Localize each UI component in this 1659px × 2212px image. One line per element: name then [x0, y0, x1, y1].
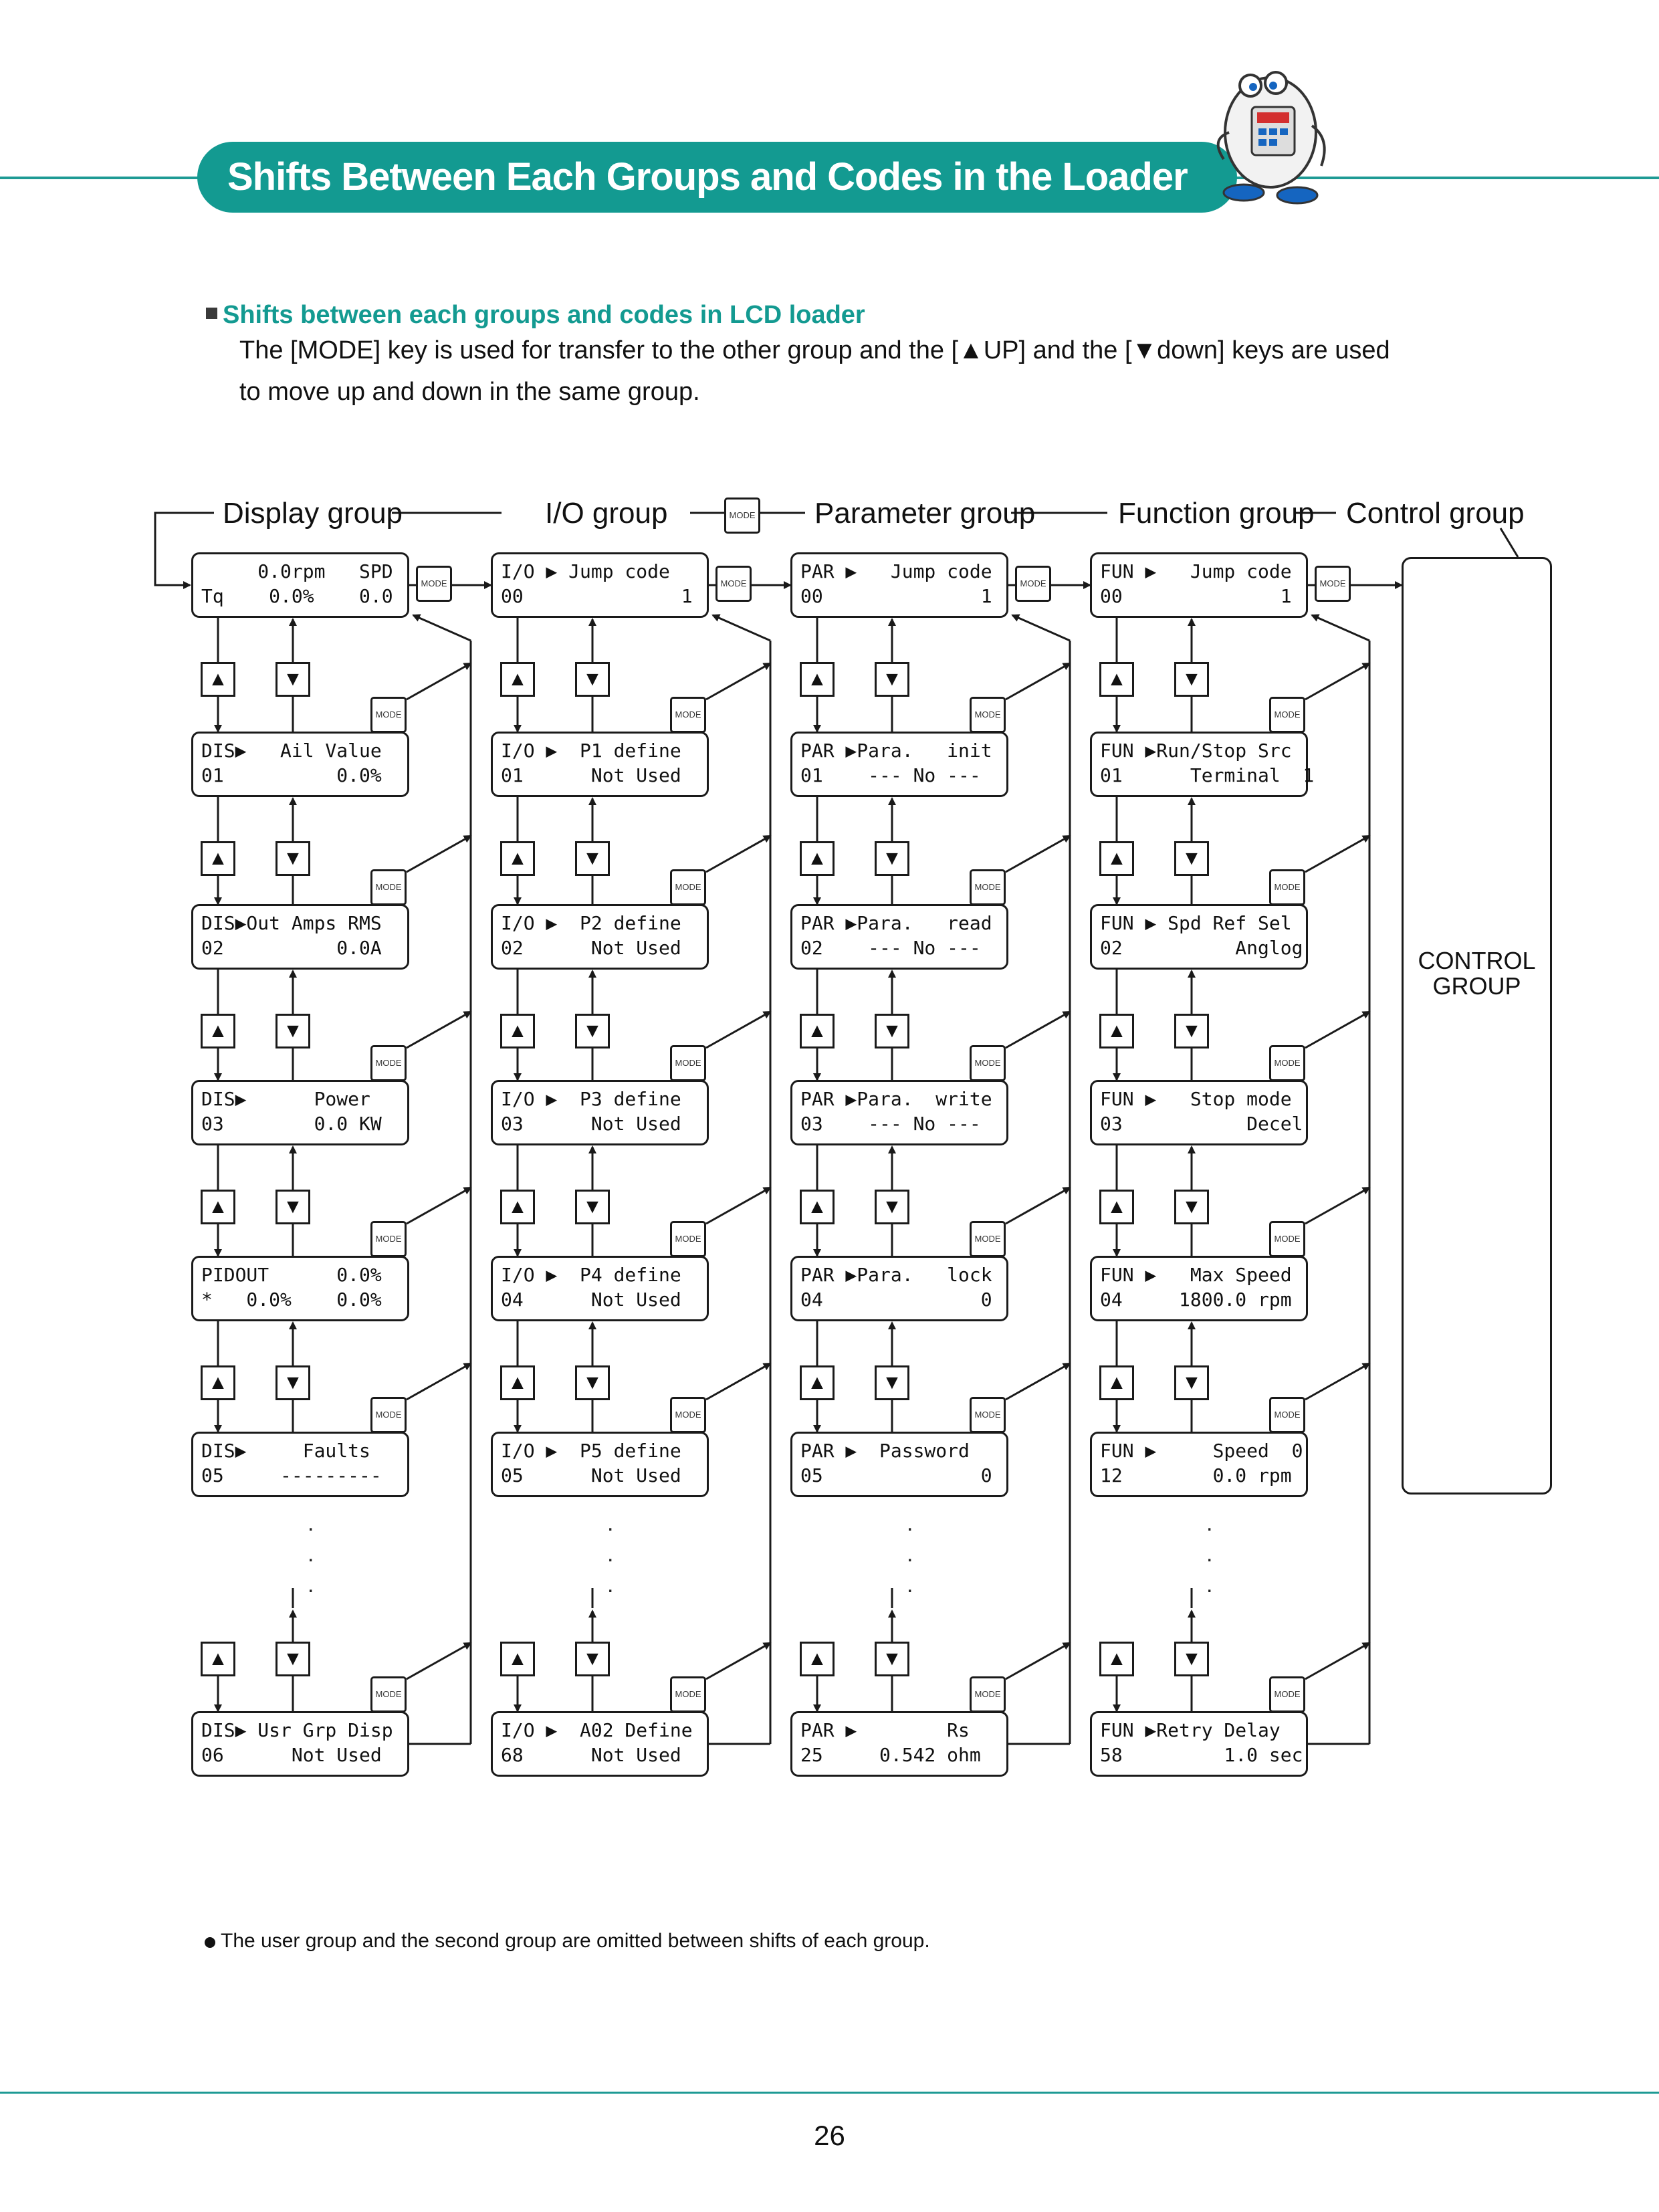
ellipsis-dot-function-2: .: [1206, 1572, 1213, 1597]
lcd-line-2: 58 1.0 sec: [1100, 1744, 1303, 1766]
mode-key-function-5: MODE: [1269, 1397, 1305, 1433]
section-line-1: The [MODE] key is used for transfer to the other group and the [▲UP] and the [▼down] keys are used: [239, 336, 1390, 364]
lcd-screen-display-6: [191, 1711, 409, 1777]
mode-key-function-4: MODE: [1269, 1221, 1305, 1257]
lcd-screen-parameter-4: [790, 1256, 1008, 1321]
down-key-io-1: ▼: [575, 662, 610, 697]
lcd-line-1: PAR ▶Para. read: [800, 912, 992, 934]
mode-key-io-5: MODE: [670, 1397, 706, 1433]
lcd-line-2: 01 Not Used: [501, 764, 681, 786]
lcd-line-1: 0.0rpm SPD: [201, 560, 393, 582]
lcd-line-2: 02 Anglog: [1100, 937, 1303, 959]
label-io-group: I/O group: [545, 497, 668, 530]
lcd-line-1: PAR ▶ Rs: [800, 1719, 970, 1741]
lcd-screen-io-1: [491, 732, 709, 797]
ellipsis-dot-io-0: .: [607, 1511, 614, 1536]
mode-key-function-2: MODE: [1269, 869, 1305, 905]
lcd-line-1: PAR ▶ Password: [800, 1440, 970, 1462]
lcd-screen-display-0: [191, 552, 409, 618]
lcd-line-1: FUN ▶ Max Speed: [1100, 1264, 1292, 1286]
lcd-line-2: 06 Not Used: [201, 1744, 382, 1766]
lcd-line-2: 03 Decel: [1100, 1113, 1303, 1135]
lcd-line-1: PAR ▶ Jump code: [800, 560, 992, 582]
up-key-function-3: ▲: [1099, 1014, 1134, 1048]
lcd-line-2: 12 0.0 rpm: [1100, 1464, 1292, 1486]
lcd-line-2: 03 --- No ---: [800, 1113, 981, 1135]
page-number: 26: [814, 2120, 845, 2151]
down-key-function-5: ▼: [1174, 1365, 1209, 1400]
label-display-group: Display group: [223, 497, 403, 530]
lcd-screen-display-5: [191, 1432, 409, 1497]
lcd-screen-parameter-0: [790, 552, 1008, 618]
lcd-screen-display-4: [191, 1256, 409, 1321]
up-key-display-4: ▲: [201, 1190, 235, 1224]
lcd-line-2: 00 1: [800, 585, 992, 607]
page-title: Shifts Between Each Groups and Codes in the Loader: [227, 155, 1188, 199]
lcd-line-2: 00 1: [501, 585, 693, 607]
lcd-screen-function-0: [1090, 552, 1308, 618]
lcd-screen-io-2: [491, 904, 709, 970]
mode-key-top: MODE: [724, 497, 760, 534]
up-key-io-5: ▲: [500, 1365, 535, 1400]
up-key-display-3: ▲: [201, 1014, 235, 1048]
down-key-io-5: ▼: [575, 1365, 610, 1400]
mode-key-parameter-6: MODE: [970, 1676, 1006, 1712]
down-key-display-1: ▼: [275, 662, 310, 697]
mode-key-display-top: MODE: [416, 566, 452, 602]
lcd-line-2: 03 Not Used: [501, 1113, 681, 1135]
lcd-line-2: 04 1800.0 rpm: [1100, 1289, 1292, 1311]
mode-key-parameter-top: MODE: [1015, 566, 1051, 602]
lcd-line-2: 02 0.0A: [201, 937, 382, 959]
up-key-parameter-4: ▲: [800, 1190, 835, 1224]
lcd-line-1: I/O ▶ P5 define: [501, 1440, 681, 1462]
mode-key-function-3: MODE: [1269, 1045, 1305, 1081]
down-key-function-4: ▼: [1174, 1190, 1209, 1224]
down-key-io-6: ▼: [575, 1642, 610, 1676]
lcd-screen-parameter-1: [790, 732, 1008, 797]
mode-key-display-4: MODE: [370, 1221, 407, 1257]
up-key-display-2: ▲: [201, 841, 235, 876]
lcd-line-2: 01 --- No ---: [800, 764, 981, 786]
down-key-display-5: ▼: [275, 1365, 310, 1400]
lcd-screen-display-2: [191, 904, 409, 970]
up-key-display-5: ▲: [201, 1365, 235, 1400]
up-key-function-2: ▲: [1099, 841, 1134, 876]
lcd-screen-io-5: [491, 1432, 709, 1497]
lcd-line-1: DIS▶ Faults: [201, 1440, 370, 1462]
mode-key-parameter-1: MODE: [970, 697, 1006, 733]
lcd-line-2: 04 0: [800, 1289, 992, 1311]
lcd-line-1: PIDOUT 0.0%: [201, 1264, 382, 1286]
down-key-io-4: ▼: [575, 1190, 610, 1224]
lcd-screen-parameter-2: [790, 904, 1008, 970]
ellipsis-dot-display-2: .: [308, 1572, 314, 1597]
up-key-io-2: ▲: [500, 841, 535, 876]
lcd-line-1: FUN ▶ Jump code: [1100, 560, 1292, 582]
down-key-parameter-4: ▼: [875, 1190, 909, 1224]
down-key-function-1: ▼: [1174, 662, 1209, 697]
down-key-parameter-1: ▼: [875, 662, 909, 697]
lcd-line-1: PAR ▶Para. init: [800, 740, 992, 762]
lcd-screen-display-1: [191, 732, 409, 797]
lcd-screen-io-3: [491, 1080, 709, 1145]
lcd-line-2: 05 Not Used: [501, 1464, 681, 1486]
up-key-io-4: ▲: [500, 1190, 535, 1224]
lcd-line-1: DIS▶Out Amps RMS: [201, 912, 382, 934]
lcd-screen-parameter-6: [790, 1711, 1008, 1777]
mode-key-io-4: MODE: [670, 1221, 706, 1257]
ellipsis-dot-io-1: .: [607, 1541, 614, 1567]
up-key-io-6: ▲: [500, 1642, 535, 1676]
lcd-line-1: I/O ▶ P2 define: [501, 912, 681, 934]
lcd-screen-function-4: [1090, 1256, 1308, 1321]
lcd-line-2: 01 0.0%: [201, 764, 382, 786]
mode-key-function-1: MODE: [1269, 697, 1305, 733]
down-key-io-2: ▼: [575, 841, 610, 876]
lcd-line-1: FUN ▶ Spd Ref Sel: [1100, 912, 1292, 934]
lcd-line-1: I/O ▶ A02 Define: [501, 1719, 693, 1741]
up-key-function-6: ▲: [1099, 1642, 1134, 1676]
lcd-line-1: FUN ▶ Stop mode: [1100, 1088, 1292, 1110]
down-key-function-3: ▼: [1174, 1014, 1209, 1048]
up-key-io-1: ▲: [500, 662, 535, 697]
mode-key-display-1: MODE: [370, 697, 407, 733]
lcd-line-1: I/O ▶ P4 define: [501, 1264, 681, 1286]
lcd-line-2: 02 Not Used: [501, 937, 681, 959]
lcd-line-2: 68 Not Used: [501, 1744, 681, 1766]
mode-key-parameter-2: MODE: [970, 869, 1006, 905]
ellipsis-dot-display-0: .: [308, 1511, 314, 1536]
ellipsis-dot-io-2: .: [607, 1572, 614, 1597]
section-line-2: to move up and down in the same group.: [239, 378, 700, 406]
up-key-parameter-2: ▲: [800, 841, 835, 876]
lcd-line-1: I/O ▶ P3 define: [501, 1088, 681, 1110]
lcd-line-2: 03 0.0 KW: [201, 1113, 382, 1135]
section-heading: Shifts between each groups and codes in LCD loader: [206, 301, 865, 330]
mode-key-function-6: MODE: [1269, 1676, 1305, 1712]
lcd-screen-io-0: [491, 552, 709, 618]
mode-key-parameter-5: MODE: [970, 1397, 1006, 1433]
lcd-line-1: DIS▶ Ail Value: [201, 740, 382, 762]
lcd-line-1: FUN ▶Retry Delay: [1100, 1719, 1281, 1741]
down-key-function-2: ▼: [1174, 841, 1209, 876]
lcd-line-2: 05 0: [800, 1464, 992, 1486]
lcd-line-2: Tq 0.0% 0.0: [201, 585, 393, 607]
lcd-screen-function-2: [1090, 904, 1308, 970]
label-control-group: Control group: [1346, 497, 1525, 530]
up-key-parameter-1: ▲: [800, 662, 835, 697]
lcd-line-1: I/O ▶ Jump code: [501, 560, 670, 582]
up-key-function-1: ▲: [1099, 662, 1134, 697]
mode-key-display-6: MODE: [370, 1676, 407, 1712]
label-function-group: Function group: [1118, 497, 1315, 530]
lcd-screen-parameter-5: [790, 1432, 1008, 1497]
up-key-function-5: ▲: [1099, 1365, 1134, 1400]
lcd-screen-parameter-3: [790, 1080, 1008, 1145]
up-key-parameter-6: ▲: [800, 1642, 835, 1676]
label-parameter-group: Parameter group: [814, 497, 1036, 530]
lcd-line-2: 02 --- No ---: [800, 937, 981, 959]
lcd-line-1: DIS▶ Power: [201, 1088, 370, 1110]
mode-key-function-top: MODE: [1315, 566, 1351, 602]
down-key-display-3: ▼: [275, 1014, 310, 1048]
down-key-display-4: ▼: [275, 1190, 310, 1224]
control-group-box: [1402, 557, 1552, 1495]
lcd-screen-display-3: [191, 1080, 409, 1145]
lcd-line-1: PAR ▶Para. write: [800, 1088, 992, 1110]
lcd-line-1: FUN ▶Run/Stop Src: [1100, 740, 1292, 762]
lcd-line-2: 00 1: [1100, 585, 1292, 607]
down-key-function-6: ▼: [1174, 1642, 1209, 1676]
mode-key-parameter-4: MODE: [970, 1221, 1006, 1257]
mode-key-io-2: MODE: [670, 869, 706, 905]
lcd-line-2: 25 0.542 ohm: [800, 1744, 981, 1766]
ellipsis-dot-parameter-1: .: [907, 1541, 913, 1567]
mode-key-io-3: MODE: [670, 1045, 706, 1081]
mode-key-display-3: MODE: [370, 1045, 407, 1081]
ellipsis-dot-function-0: .: [1206, 1511, 1213, 1536]
lcd-line-2: * 0.0% 0.0%: [201, 1289, 382, 1311]
up-key-display-6: ▲: [201, 1642, 235, 1676]
ellipsis-dot-parameter-2: .: [907, 1572, 913, 1597]
lcd-screen-io-6: [491, 1711, 709, 1777]
lcd-line-1: PAR ▶Para. lock: [800, 1264, 992, 1286]
up-key-function-4: ▲: [1099, 1190, 1134, 1224]
down-key-parameter-3: ▼: [875, 1014, 909, 1048]
mode-key-display-2: MODE: [370, 869, 407, 905]
down-key-parameter-5: ▼: [875, 1365, 909, 1400]
lcd-screen-function-5: [1090, 1432, 1308, 1497]
mode-key-io-1: MODE: [670, 697, 706, 733]
control-group-text: CONTROL GROUP: [1418, 947, 1536, 1000]
ellipsis-dot-function-1: .: [1206, 1541, 1213, 1567]
lcd-line-2: 05 ---------: [201, 1464, 382, 1486]
down-key-display-2: ▼: [275, 841, 310, 876]
up-key-parameter-3: ▲: [800, 1014, 835, 1048]
mode-key-io-6: MODE: [670, 1676, 706, 1712]
bullet-dot-icon: [205, 1937, 215, 1948]
footer-rule: [0, 2092, 1659, 2094]
ellipsis-dot-display-1: .: [308, 1541, 314, 1567]
mode-key-display-5: MODE: [370, 1397, 407, 1433]
up-key-io-3: ▲: [500, 1014, 535, 1048]
lcd-screen-function-3: [1090, 1080, 1308, 1145]
lcd-line-1: DIS▶ Usr Grp Disp: [201, 1719, 393, 1741]
up-key-parameter-5: ▲: [800, 1365, 835, 1400]
lcd-line-1: FUN ▶ Speed 0: [1100, 1440, 1303, 1462]
lcd-screen-io-4: [491, 1256, 709, 1321]
lcd-line-2: 04 Not Used: [501, 1289, 681, 1311]
mode-key-parameter-3: MODE: [970, 1045, 1006, 1081]
down-key-io-3: ▼: [575, 1014, 610, 1048]
down-key-display-6: ▼: [275, 1642, 310, 1676]
up-key-display-1: ▲: [201, 662, 235, 697]
down-key-parameter-2: ▼: [875, 841, 909, 876]
mode-key-io-top: MODE: [715, 566, 752, 602]
ellipsis-dot-parameter-0: .: [907, 1511, 913, 1536]
lcd-line-1: I/O ▶ P1 define: [501, 740, 681, 762]
lcd-screen-function-1: [1090, 732, 1315, 797]
lcd-line-2: 01 Terminal 1: [1100, 764, 1315, 786]
down-key-parameter-6: ▼: [875, 1642, 909, 1676]
lcd-screen-function-6: [1090, 1711, 1308, 1777]
footnote: The user group and the second group are omitted between shifts of each group.: [205, 1930, 930, 1953]
